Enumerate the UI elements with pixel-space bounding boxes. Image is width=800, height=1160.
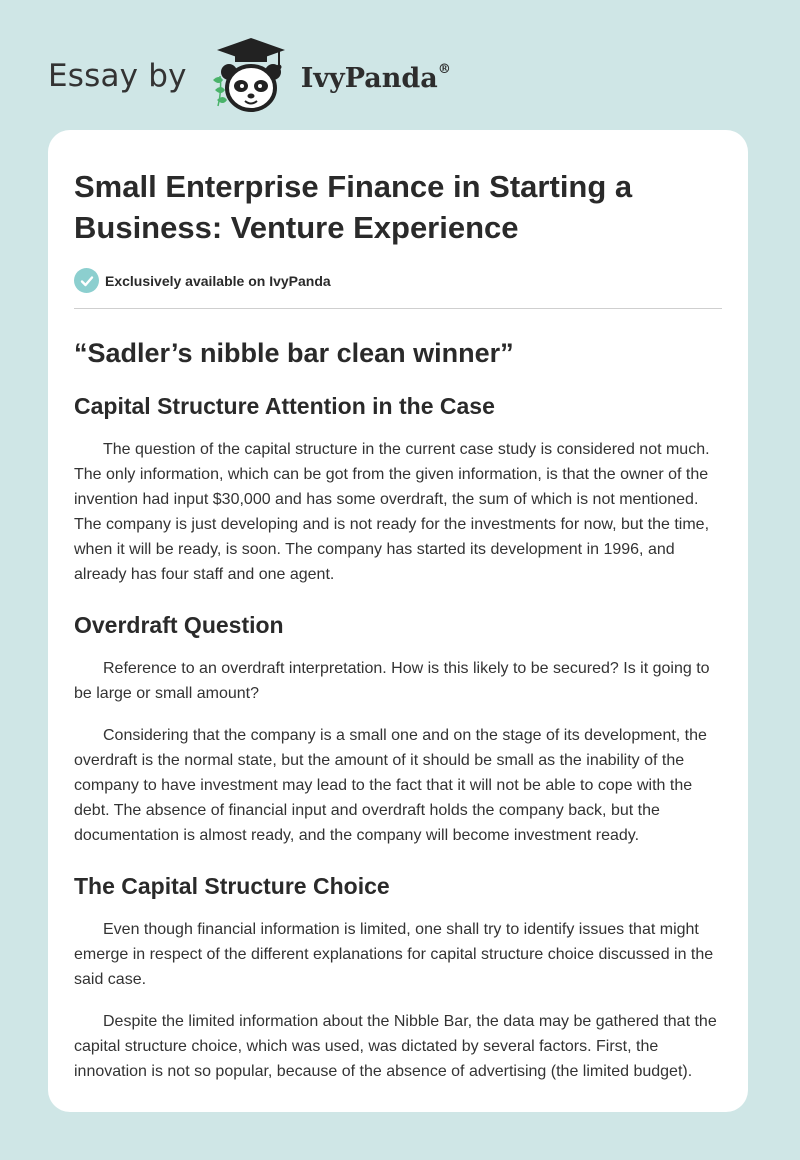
paragraph: Considering that the company is a small one and on the stage of its development, the overdraft is the normal state, but the amount of it should be small as the inability of the company to have investment may lead to the fact that it will not be able to cope with the debt. The absence of financial input and overdraft holds the company back, but the documentation is almost ready, and the company will become investment ready.: [74, 727, 707, 844]
exclusive-badge: [74, 268, 722, 293]
brand-name: IvyPanda®: [300, 61, 451, 94]
site-header: [48, 36, 451, 116]
divider: [74, 308, 722, 309]
exclusive-label: Exclusively available on IvyPanda: [105, 272, 331, 289]
quote-heading: “Sadler’s nibble bar clean winner”: [74, 338, 514, 368]
page-title: Small Enterprise Finance in Starting a Business: Venture Experience: [74, 169, 633, 245]
registered-mark: ®: [437, 61, 451, 77]
paragraph: Despite the limited information about the Nibble Bar, the data may be gathered that the capital structure choice, which was used, was dictated by several factors. First, the innovation is not so popular, because of the absence of advertising (the limited budget).: [74, 1013, 717, 1080]
essay-by-label: Essay by: [48, 58, 187, 94]
paragraph: Reference to an overdraft interpretation. How is this likely to be secured? Is it going to be large or small amount?: [74, 660, 710, 702]
section-heading: The Capital Structure Choice: [74, 873, 390, 899]
paragraph: Even though financial information is limited, one shall try to identify issues that might emerge in respect of the different explanations for capital structure choice discussed in the said case.: [74, 921, 714, 988]
panda-graduate-icon: [205, 36, 295, 116]
paragraph: The question of the capital structure in the current case study is considered not much. The only information, which can be got from the given information, is that the owner of the invention had input $30,000 and has some overdraft, the sum of which is not mentioned. The company is just developing and is not ready for the investments for now, but the time, when it will be ready, is soon. The company has started its development in 1996, and already has four staff and one agent.: [74, 441, 710, 583]
section-heading: Capital Structure Attention in the Case: [74, 393, 495, 419]
section-heading: Overdraft Question: [74, 612, 284, 638]
essay-card: [48, 130, 748, 1112]
check-icon: [74, 268, 99, 293]
